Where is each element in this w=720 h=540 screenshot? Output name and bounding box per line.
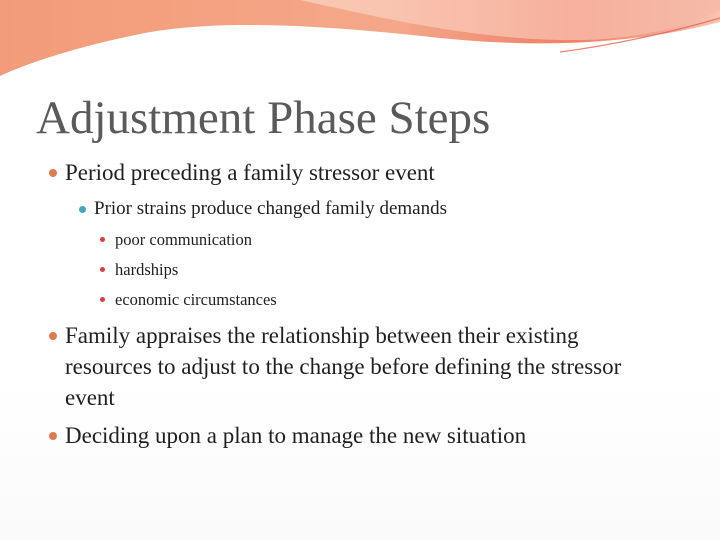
bullet-level3-item — [115, 229, 635, 251]
bullet-text: Deciding upon a plan to manage the new situation — [65, 423, 527, 448]
bullet-level3-item — [115, 259, 635, 281]
bullet-text: Prior strains produce changed family demands — [94, 198, 447, 219]
bullet-level1-item — [65, 420, 665, 451]
bullet-text: hardships — [115, 260, 179, 279]
bullet-level2-item — [94, 197, 654, 221]
bullet-level1-item — [65, 320, 640, 413]
bullet-dot-icon — [49, 432, 57, 440]
bullet-dot-icon — [49, 169, 57, 177]
slide-title: Adjustment Phase Steps — [36, 92, 491, 144]
bullet-dot-icon — [100, 237, 105, 242]
bullet-text: Period preceding a family stressor event — [65, 160, 435, 185]
bullet-dot-icon — [100, 297, 105, 302]
bullet-dot-icon — [49, 332, 57, 340]
bullet-dot-icon — [100, 267, 105, 272]
bullet-dot-icon — [79, 206, 86, 213]
bullet-level3-item — [115, 289, 635, 311]
bullet-text: Family appraises the relationship between their existing resources to adjust to the change before defining the stressor event — [65, 323, 622, 410]
bullet-text: poor communication — [115, 230, 253, 249]
bullet-level1-item — [65, 157, 665, 188]
bullet-text: economic circumstances — [115, 290, 277, 309]
